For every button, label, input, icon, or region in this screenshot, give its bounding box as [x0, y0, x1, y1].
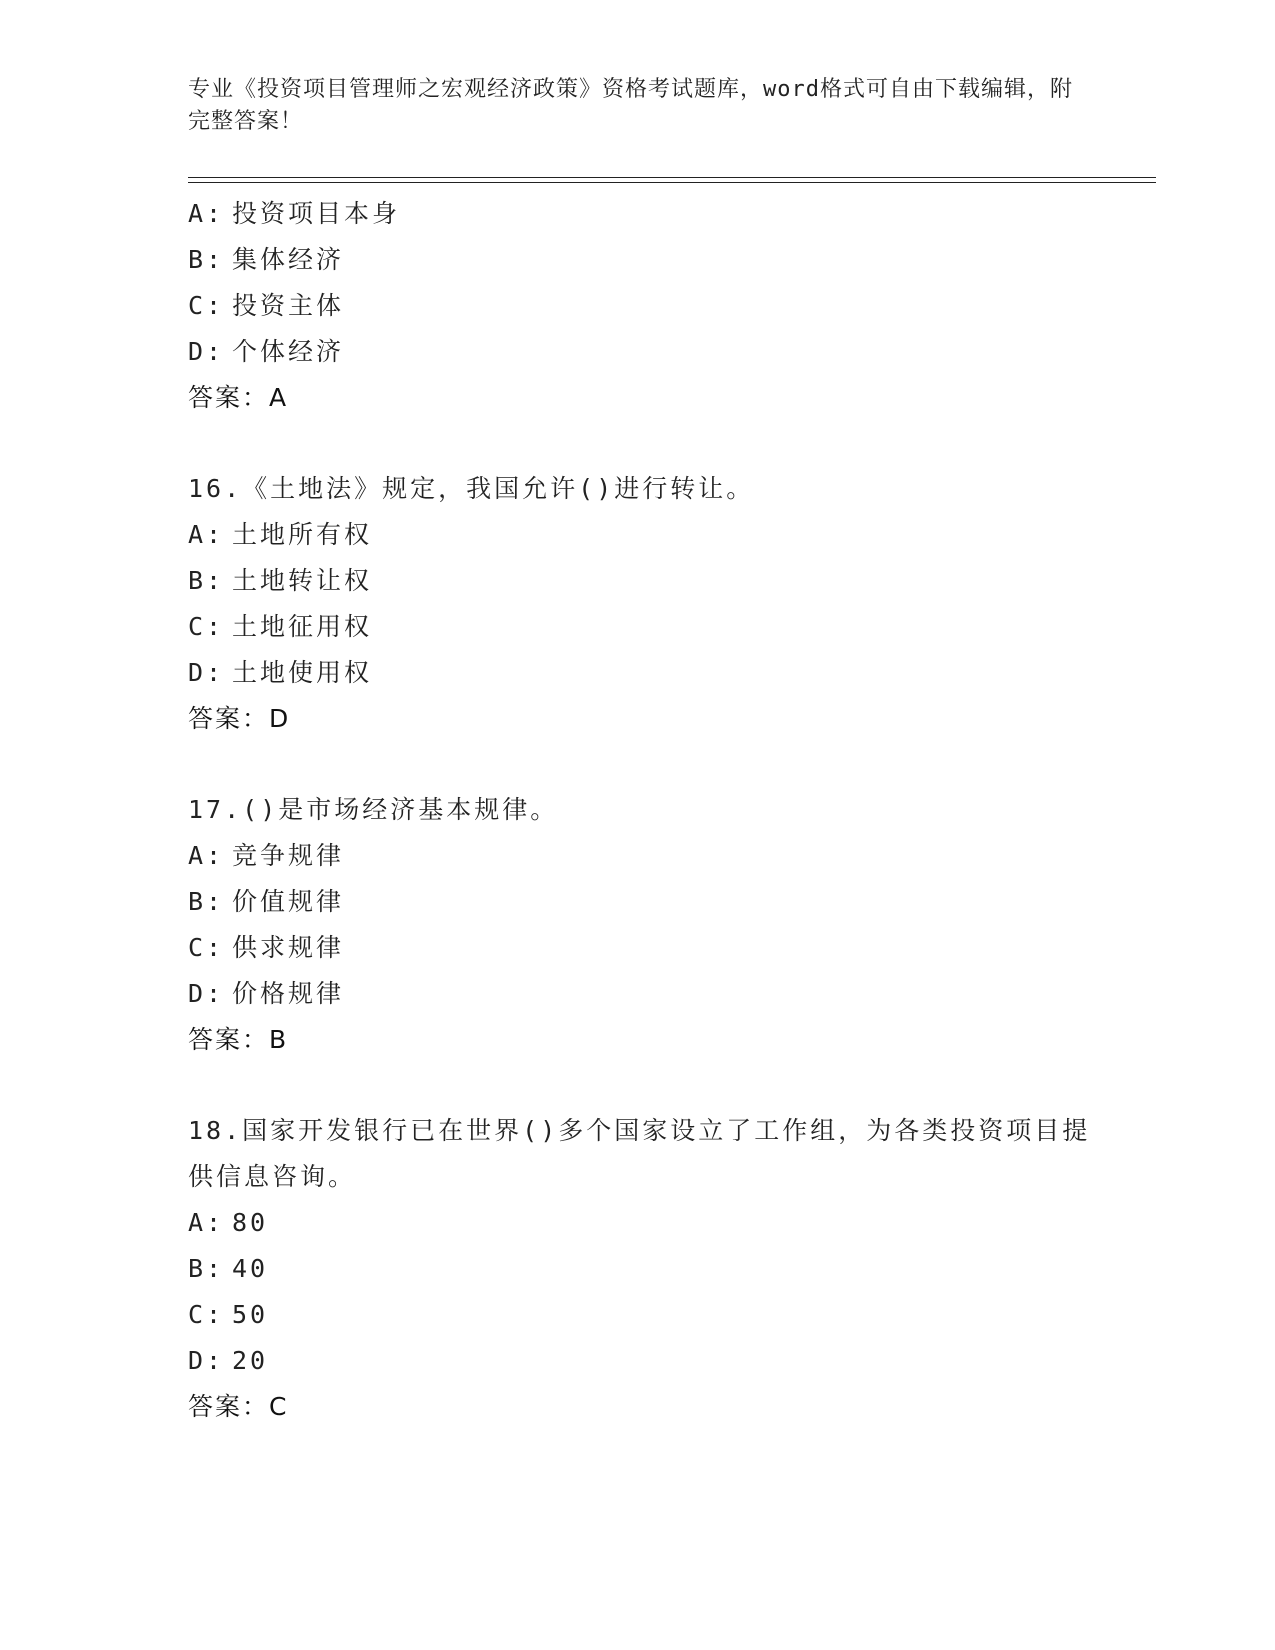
option-a	[188, 1200, 1108, 1246]
option-key: A:	[188, 520, 225, 549]
option-c	[188, 1292, 1108, 1338]
option-d	[188, 1338, 1108, 1384]
option-text: 个体经济	[232, 337, 345, 366]
question-18	[188, 1108, 1108, 1430]
option-text: 价格规律	[232, 979, 345, 1008]
option-d	[188, 971, 1108, 1017]
option-key: A:	[188, 1208, 225, 1237]
question-list	[188, 191, 1108, 1430]
option-text: 土地所有权	[232, 520, 373, 549]
option-a	[188, 191, 1108, 237]
answer-line: 答案：B	[188, 1025, 289, 1054]
option-text: 土地使用权	[232, 658, 373, 687]
option-key: C:	[188, 291, 225, 320]
answer-line: 答案：D	[188, 704, 291, 733]
answer-line: 答案：A	[188, 383, 289, 412]
option-d	[188, 650, 1108, 696]
question-stem: 16.《土地法》规定，我国允许()进行转让。	[188, 474, 755, 503]
option-key: D:	[188, 337, 225, 366]
answer-line: 答案：C	[188, 1392, 289, 1421]
option-key: D:	[188, 658, 225, 687]
header-divider-bottom	[188, 182, 1156, 183]
option-key: B:	[188, 887, 225, 916]
option-key: D:	[188, 1346, 225, 1375]
option-text: 集体经济	[232, 245, 345, 274]
option-key: C:	[188, 1300, 225, 1329]
option-key: C:	[188, 933, 225, 962]
option-text: 80	[232, 1208, 269, 1237]
option-key: A:	[188, 199, 225, 228]
option-text: 供求规律	[232, 933, 345, 962]
option-c	[188, 604, 1108, 650]
option-text: 价值规律	[232, 887, 345, 916]
option-text: 50	[232, 1300, 269, 1329]
option-text: 竞争规律	[232, 841, 345, 870]
option-c	[188, 283, 1108, 329]
option-d	[188, 329, 1108, 375]
option-text: 土地转让权	[232, 566, 373, 595]
option-key: B:	[188, 1254, 225, 1283]
option-key: C:	[188, 612, 225, 641]
option-key: A:	[188, 841, 225, 870]
document-header: 专业《投资项目管理师之宏观经济政策》资格考试题库，word格式可自由下载编辑，附完整答案！	[188, 77, 1073, 134]
option-a	[188, 512, 1108, 558]
question-17	[188, 787, 1108, 1063]
option-key: B:	[188, 245, 225, 274]
option-text: 40	[232, 1254, 269, 1283]
option-text: 投资主体	[232, 291, 345, 320]
option-b	[188, 558, 1108, 604]
question-stem: 17.()是市场经济基本规律。	[188, 795, 559, 824]
partial-question	[188, 191, 1108, 421]
question-stem: 18.国家开发银行已在世界()多个国家设立了工作组，为各类投资项目提供信息咨询。	[188, 1116, 1091, 1191]
option-a	[188, 833, 1108, 879]
option-b	[188, 1246, 1108, 1292]
option-text: 土地征用权	[232, 612, 373, 641]
header-divider-top	[188, 177, 1156, 178]
option-b	[188, 879, 1108, 925]
question-16	[188, 466, 1108, 742]
option-c	[188, 925, 1108, 971]
option-text: 20	[232, 1346, 269, 1375]
option-text: 投资项目本身	[232, 199, 401, 228]
option-b	[188, 237, 1108, 283]
option-key: B:	[188, 566, 225, 595]
option-key: D:	[188, 979, 225, 1008]
